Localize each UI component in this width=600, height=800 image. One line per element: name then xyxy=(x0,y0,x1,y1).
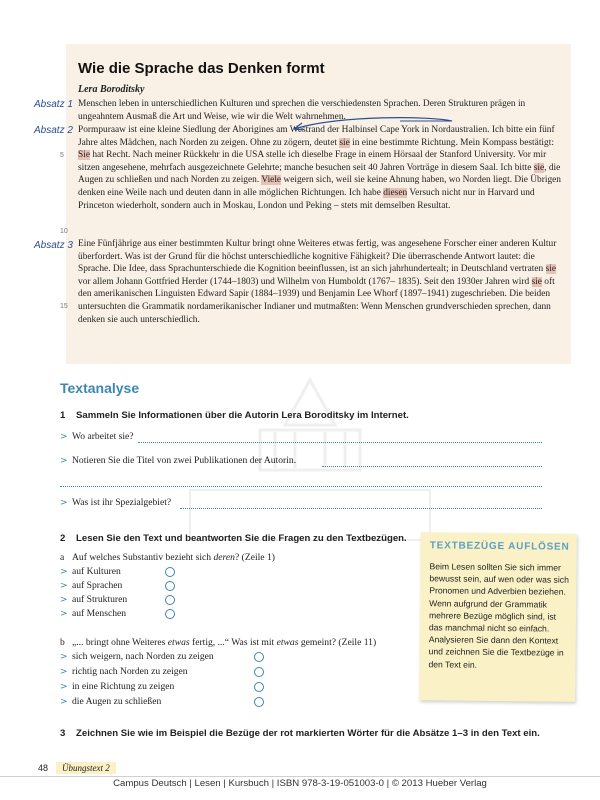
answer-radio[interactable] xyxy=(165,567,175,577)
highlight-word: sie xyxy=(531,276,542,287)
task-2b-question: b „... bringt ohne Weiteres etwas fertig, ...“ Was ist mit etwas gemeint? (Zeile 11) xyxy=(60,637,377,648)
task-1-question-1: > Wo arbeitet sie? xyxy=(60,431,134,442)
arrow-icon: > xyxy=(60,456,68,466)
line-number-5: 5 xyxy=(60,152,64,159)
answer-line[interactable] xyxy=(322,466,542,467)
answer-line[interactable] xyxy=(180,508,542,509)
task-2-instruction: 2 Lesen Sie den Text und beantworten Sie die Fragen zu den Textbezügen. xyxy=(60,533,407,544)
margin-note-absatz-2: Absatz 2 xyxy=(34,125,73,136)
margin-note-absatz-1: Absatz 1 xyxy=(34,99,73,110)
footer-divider xyxy=(0,776,600,777)
task-3-instruction: 3 Zeichnen Sie wie im Beispiel die Bezüge der rot markierten Wörter für die Absätze 1–3 in den Text ein. xyxy=(60,728,540,739)
task-1-instruction: 1 Sammeln Sie Informationen über die Autorin Lera Boroditsky im Internet. xyxy=(60,410,409,421)
tip-note-body: Beim Lesen sollten Sie sich immer bewusst sein, auf wen oder was sich Pronomen und Adverbien beziehen. Wenn aufgrund der Grammatik mehrere Bezüge möglich sind, ist das manchmal nicht so einfach. Analysieren Sie dann den Kontext und zeichnen Sie die Textbezüge in den Text ein. xyxy=(428,561,569,670)
paragraph-2: Pormpuraaw ist eine kleine Siedlung der Aborigines am Westrand der Halbinsel Cape York in Nordaustralien. Ich bitte ein fünf Jahre altes Mädchen, nach Norden zu zeigen. Ohne zu zögern, deutet sie in eine bestimmte Richtung. Mein Kompass bestätigt: Sie hat Recht. Nach meiner Rückkehr in die USA stelle ich dieselbe Frage in einem Hörsaal der Stanford University. Vor mir sitzen angesehene, mehrfach ausgezeichnete Gelehrte; manche besuchen seit 40 Jahren Vorträge in diesem Saal. Ich bitte sie, die Augen zu schließen und nach Norden zu zeigen. Viele weigern sich, weil sie keine Ahnung haben, wo Norden liegt. Die Übrigen denken eine Weile nach und deuten dann in alle möglichen Richtungen. Ich habe diesen Versuch nicht nur in Harvard und Princeton wiederholt, sondern auch in Moskau, London und Peking – stets mit demselben Resultat. xyxy=(78,125,561,211)
tip-note-title: TEXTBEZÜGE AUFLÖSEN xyxy=(429,540,570,553)
section-heading-textanalyse: Textanalyse xyxy=(60,380,140,396)
arrow-icon: > xyxy=(60,432,68,442)
answer-radio[interactable] xyxy=(254,652,264,662)
paragraph-3: Eine Fünfjährige aus einer bestimmten Kultur bringt ohne Weiteres etwas fertig, was angesehene Forscher einer anderen Kultur überfordert. Was ist der Grund für die höchst unterschiedliche kognitive Fähigkeit? Die überraschende Antwort lautet: die Sprache. Die Idee, dass Sprachunterschiede die Kognition beeinflussen, ist an sich jahrhundertealt; in Deutschland vertraten sie vor allem Johann Gottfried Herder (1744–1803) und Wilhelm von Humboldt (1767– 1835). Seit den 1930er Jahren wird sie oft den amerikanischen Linguisten Edward Sapir (1884–1939) und Benjamin Lee Whorf (1897–1941) zugeschrieben. Die beiden untersuchten die Grammatik nordamerikanischer Indianer und mutmaßten: Wenn Menschen grundverschieden sprechen, dann denken sie auch unterschiedlich. xyxy=(78,239,557,325)
line-number-15: 15 xyxy=(60,303,68,310)
arrow-icon: > xyxy=(60,595,68,605)
highlight-word: sie xyxy=(533,162,545,173)
option-item: > in eine Richtung zu zeigen xyxy=(60,681,175,692)
option-item: > auf Sprachen xyxy=(60,580,123,591)
paragraph-1: Menschen leben in unterschiedlichen Kulturen und sprechen die verschiedensten Sprachen. Deren Strukturen prägen in ungeahntem Ausmaß die Art und Weise, wie wir die Welt wahrnehmen. xyxy=(78,99,526,122)
answer-radio[interactable] xyxy=(254,682,264,692)
highlight-word: sie xyxy=(339,137,350,148)
answer-line[interactable] xyxy=(138,442,542,443)
arrow-icon: > xyxy=(60,567,68,577)
highlight-word: Sie xyxy=(78,150,90,161)
arrow-icon: > xyxy=(60,652,68,662)
reference-arrow-annotation xyxy=(280,113,460,135)
answer-radio[interactable] xyxy=(165,609,175,619)
highlight-word: diesen xyxy=(383,187,408,198)
answer-radio[interactable] xyxy=(254,697,264,707)
option-item: > auf Strukturen xyxy=(60,594,128,605)
answer-radio[interactable] xyxy=(165,595,175,605)
arrow-icon: > xyxy=(60,667,68,677)
option-item: > die Augen zu schließen xyxy=(60,696,162,707)
footer-section-label: Übungstext 2 xyxy=(56,762,116,774)
line-number-10: 10 xyxy=(60,228,68,235)
task-2a-question: a Auf welches Substantiv bezieht sich deren? (Zeile 1) xyxy=(60,552,275,563)
tip-note xyxy=(419,532,577,702)
highlight-word: Viele xyxy=(261,175,282,186)
arrow-icon: > xyxy=(60,697,68,707)
margin-note-absatz-3: Absatz 3 xyxy=(34,240,73,251)
page-number: 48 xyxy=(38,763,49,773)
option-item: > richtig nach Norden zu zeigen xyxy=(60,666,188,677)
highlight-word: sie xyxy=(545,264,556,275)
option-item: > auf Kulturen xyxy=(60,566,121,577)
answer-radio[interactable] xyxy=(165,581,175,591)
reading-title: Wie die Sprache das Denken formt xyxy=(78,60,325,77)
answer-line[interactable] xyxy=(60,486,542,487)
arrow-icon: > xyxy=(60,682,68,692)
task-1-question-3: > Was ist ihr Spezialgebiet? xyxy=(60,497,172,508)
arrow-icon: > xyxy=(60,609,68,619)
reading-author: Lera Boroditsky xyxy=(78,84,145,95)
arrow-icon: > xyxy=(60,581,68,591)
answer-radio[interactable] xyxy=(254,667,264,677)
task-1-question-2: > Notieren Sie die Titel von zwei Publikationen der Autorin. xyxy=(60,455,297,466)
publisher-credit: Campus Deutsch | Lesen | Kursbuch | ISBN 978-3-19-051003-0 | © 2013 Hueber Verlag xyxy=(113,778,487,789)
arrow-icon: > xyxy=(60,498,68,508)
option-item: > auf Menschen xyxy=(60,608,127,619)
option-item: > sich weigern, nach Norden zu zeigen xyxy=(60,651,214,662)
